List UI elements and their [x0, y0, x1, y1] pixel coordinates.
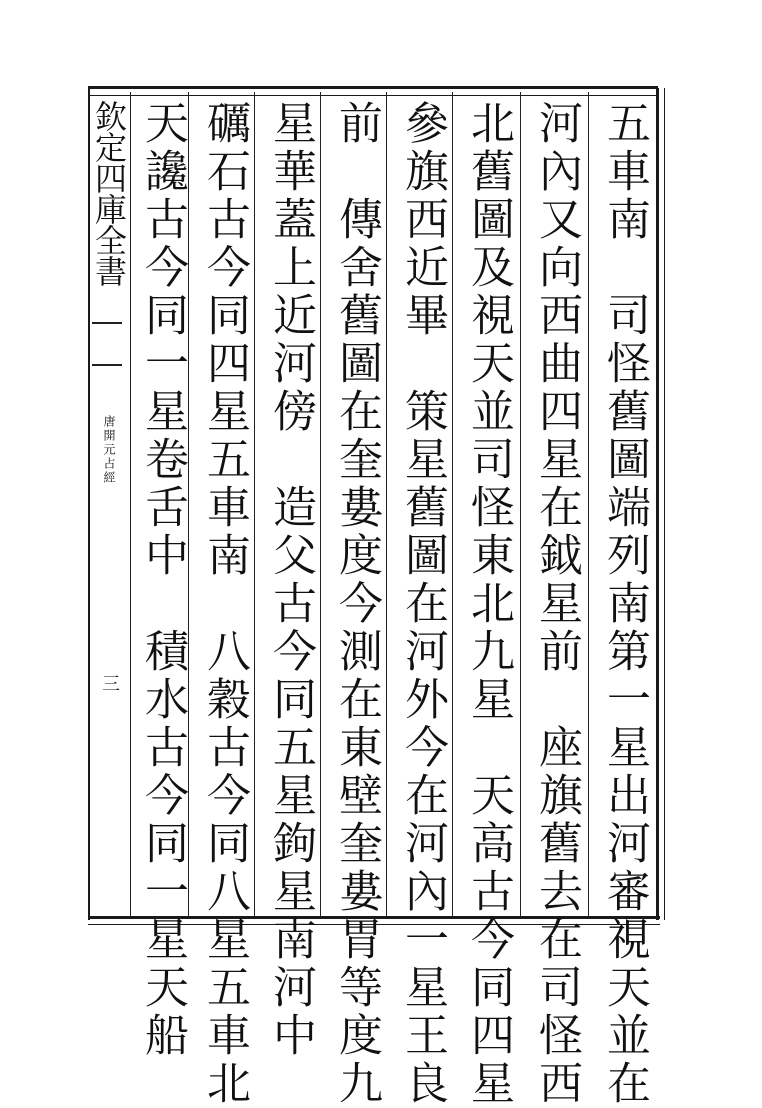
column-rule: [254, 92, 255, 916]
text-column-5: 前 傳舍舊圖在奎婁度今測在東壁奎婁胃等度九: [331, 100, 382, 1108]
margin-strip: [92, 100, 126, 692]
column-rule: [452, 92, 453, 916]
text-column-1: 五車南 司怪舊圖端列南第一星出河審視天並在: [599, 100, 650, 1108]
book-title: 欽定四庫全書: [90, 100, 128, 286]
text-column-2: 河內又向西曲四星在鉞星前 座旗舊去在司怪西: [531, 100, 582, 1108]
column-rule: [130, 92, 131, 916]
column-rule: [386, 92, 387, 916]
frame-right-rule: [656, 88, 665, 920]
chapter-title: 唐開元占經: [102, 415, 116, 485]
column-rule: [320, 92, 321, 916]
text-column-6: 星華蓋上近河傍 造父古今同五星鉤星南河中: [265, 100, 316, 1060]
text-column-8: 天讒古今同一星卷舌中 積水古今同一星天船: [137, 100, 188, 1060]
fish-tail-mark: [92, 322, 122, 366]
text-column-7: 礪石古今同四星五車南 八穀古今同八星五車北: [199, 100, 250, 1108]
column-rule: [520, 92, 521, 916]
page-number: 三: [99, 674, 120, 692]
column-rule: [588, 92, 589, 916]
text-column-3: 北舊圖及視天並司怪東北九星 天高古今同四星: [463, 100, 514, 1108]
text-column-4: 參旗西近畢 策星舊圖在河外今在河內一星王良: [397, 100, 448, 1108]
frame-top-rule: [88, 86, 658, 96]
